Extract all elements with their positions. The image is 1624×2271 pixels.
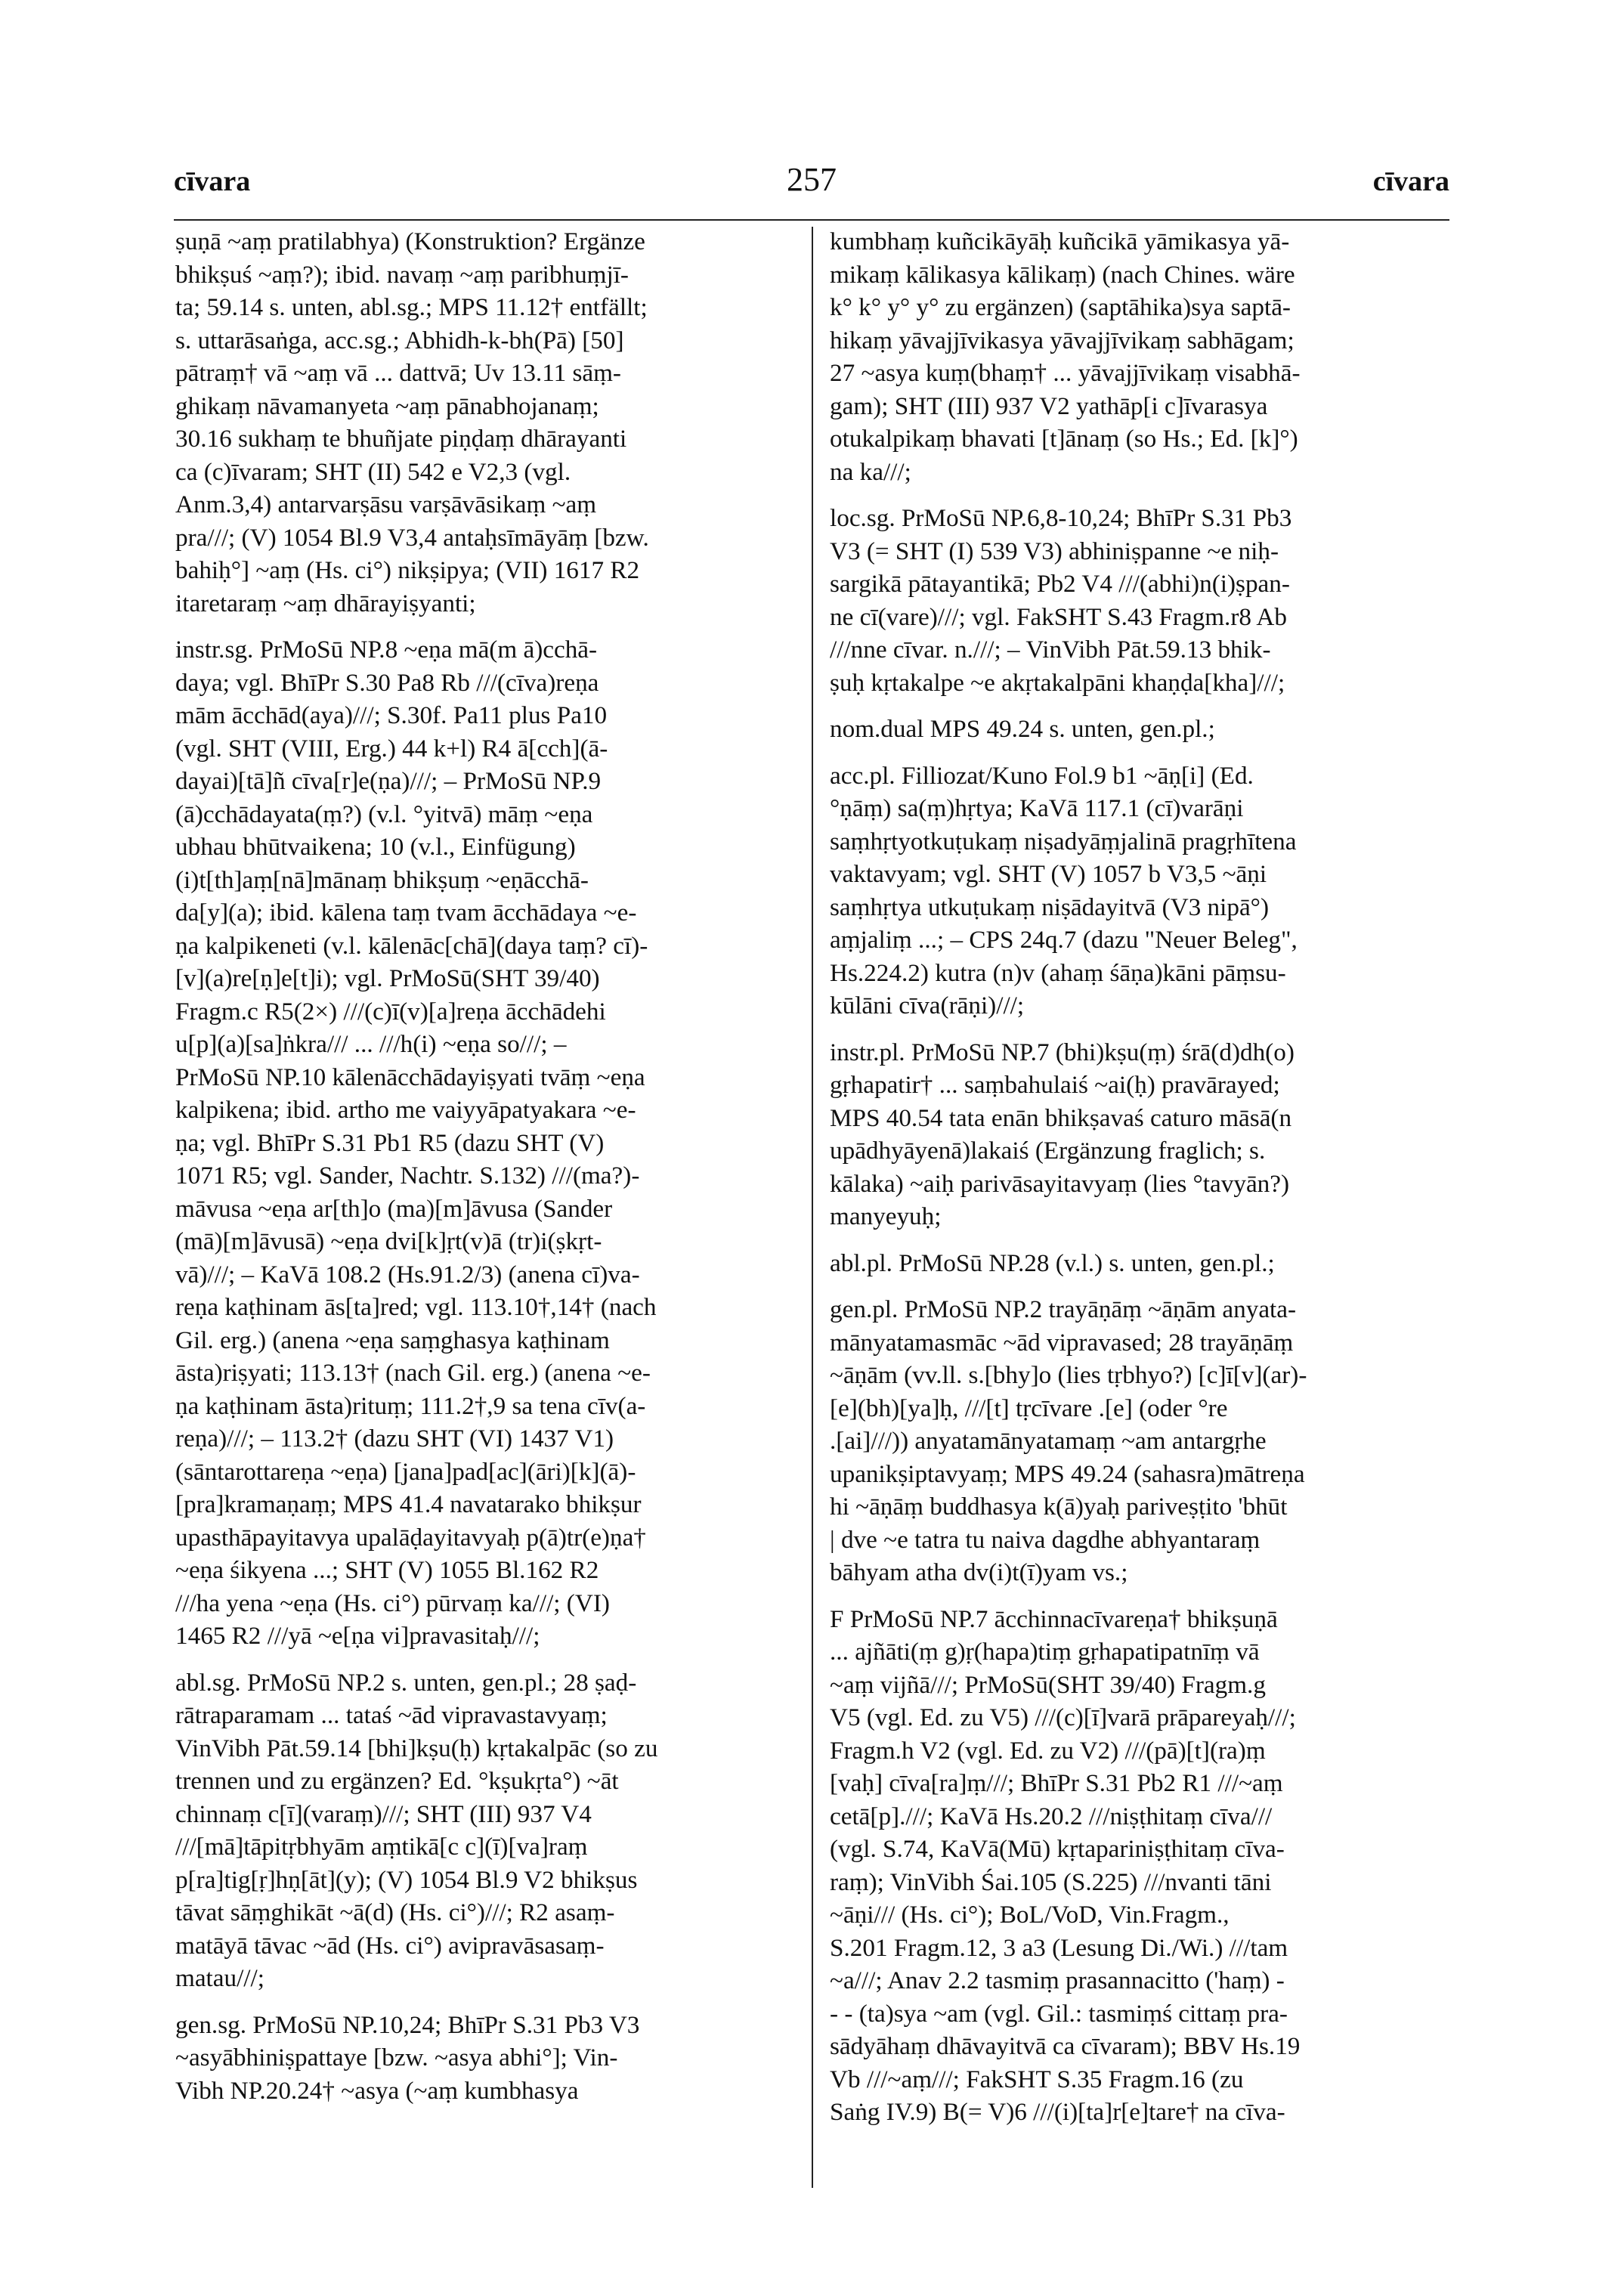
text-line: [pra]kramaṇaṃ; MPS 41.4 navatarako bhikṣur xyxy=(175,1490,642,1518)
text-line: acc.pl. Filliozat/Kuno Fol.9 b1 ~āṇ[i] (Ed. xyxy=(830,761,1254,790)
paragraph-gap xyxy=(830,699,1438,713)
text-line: matāyā tāvac ~ād (Hs. ci°) avipravāsasaṃ- xyxy=(175,1931,605,1960)
text-line: upādhyāyenā)lakaiś (Ergänzung fraglich; s. xyxy=(830,1137,1266,1165)
text-line: VinVibh Pāt.59.14 [bhi]kṣu(ḥ) kṛtakalpāc (so zu xyxy=(175,1734,658,1762)
text-line: ///nne cīvar. n.///; – VinVibh Pāt.59.13 bhik- xyxy=(830,636,1271,664)
text-line: ṣuṇā ~aṃ pratilabhya) (Konstruktion? Ergänze xyxy=(175,227,645,255)
text-line: aṃjaliṃ ...; – CPS 24q.7 (dazu "Neuer Beleg", xyxy=(830,926,1298,954)
text-line: PrMoSū NP.10 kālenācchādayiṣyati tvāṃ ~eṇa xyxy=(175,1063,645,1091)
paragraph-gap xyxy=(830,488,1438,502)
text-line: Anm.3,4) antarvarṣāsu varṣāvāsikaṃ ~aṃ xyxy=(175,490,597,518)
running-head xyxy=(174,161,1449,210)
text-line: 30.16 sukhaṃ te bhuñjate piṇḍaṃ dhārayanti xyxy=(175,425,627,453)
text-line: ///ha yena ~eṇa (Hs. ci°) pūrvaṃ ka///; (VI) xyxy=(175,1589,610,1617)
paragraph-gap xyxy=(175,1995,784,2009)
text-line: (ā)cchādayata(ṃ?) (v.l. °yitvā) māṃ ~eṇa xyxy=(175,800,593,828)
text-line: ṇa kaṭhinam āsta)rituṃ; 111.2†,9 sa tena cīv(a- xyxy=(175,1391,646,1420)
right-column xyxy=(830,225,1438,2129)
text-line: saṃhṛtyotkuṭukaṃ niṣadyāṃjalinā pragṛhītena xyxy=(830,827,1297,855)
text-line: dayai)[tā]ñ cīva[r]e(ṇa)///; – PrMoSū NP.9 xyxy=(175,767,602,795)
text-line: mānyatamasmāc ~ād vipravased; 28 trayāṇāṃ xyxy=(830,1328,1294,1357)
text-line: gam); SHT (III) 937 V2 yathāp[i c]īvarasya xyxy=(830,391,1268,420)
text-line: gen.pl. PrMoSū NP.2 trayāṇāṃ ~āṇām anyata- xyxy=(830,1295,1297,1323)
text-line: Hs.224.2) kutra (n)v (ahaṃ śāṇa)kāni pāṃsu- xyxy=(830,958,1286,987)
paragraph-gap xyxy=(830,1279,1438,1293)
text-line: kalpikena; ibid. artho me vaiyyāpatyakara ~e- xyxy=(175,1096,636,1124)
text-line: kālaka) ~aiḥ parivāsayitavyaṃ (lies °tavyān?) xyxy=(830,1169,1290,1198)
text-line: V5 (vgl. Ed. zu V5) ///(c)[ī]varā prāpareyaḥ///; xyxy=(830,1703,1296,1731)
text-line: Fragm.h V2 (vgl. Ed. zu V2) ///(pā)[t](ra)ṃ xyxy=(830,1736,1266,1765)
header-left-keyword: cīvara xyxy=(174,166,251,197)
text-line: manyeyuḥ; xyxy=(830,1202,942,1230)
paragraph-gap xyxy=(830,1589,1438,1603)
text-line: ~a///; Anav 2.2 tasmiṃ prasannacitto ('haṃ) - xyxy=(830,1966,1285,1994)
text-line: kumbhaṃ kuñcikāyāḥ kuñcikā yāmikasya yā- xyxy=(830,227,1290,255)
text-line: MPS 40.54 tata enān bhikṣavaś caturo māsā(n xyxy=(830,1103,1292,1132)
text-line: .[ai]///)) anyatamānyatamaṃ ~am antargṛhe xyxy=(830,1427,1267,1455)
text-line: bhikṣuś ~aṃ?); ibid. navaṃ ~aṃ paribhuṃjī- xyxy=(175,260,629,289)
text-line: S.201 Fragm.12, 3 a3 (Lesung Di./Wi.) ///tam xyxy=(830,1933,1288,1962)
paragraph-gap xyxy=(830,1023,1438,1036)
text-line: āsta)riṣyati; 113.13† (nach Gil. erg.) (anena ~e- xyxy=(175,1359,651,1387)
header-rule xyxy=(174,219,1449,221)
text-line: p[ra]tig[ṛ]hṇ[āt](y); (V) 1054 Bl.9 V2 bhikṣus xyxy=(175,1865,638,1894)
text-line: tāvat sāṃghikāt ~ā(d) (Hs. ci°)///; R2 asaṃ- xyxy=(175,1898,615,1926)
text-line: cetā[p].///; KaVā Hs.20.2 ///niṣṭhitaṃ cīva/// xyxy=(830,1802,1273,1830)
text-line: s. uttarāsaṅga, acc.sg.; Abhidh-k-bh(Pā) [50] xyxy=(175,326,624,354)
text-line: [v](a)re[ṇ]e[t]i); vgl. PrMoSū(SHT 39/40) xyxy=(175,964,600,992)
text-line: ne cī(vare)///; vgl. FakSHT S.43 Fragm.r8 Ab xyxy=(830,602,1287,631)
text-line: abl.pl. PrMoSū NP.28 (v.l.) s. unten, gen.pl.; xyxy=(830,1248,1275,1277)
paragraph-gap xyxy=(175,1653,784,1666)
text-line: loc.sg. PrMoSū NP.6,8-10,24; BhīPr S.31 Pb3 xyxy=(830,504,1292,532)
text-line: kūlāni cīva(rāṇi)///; xyxy=(830,992,1025,1019)
text-line: °ṇāṃ) sa(ṃ)hṛtya; KaVā 117.1 (cī)varāṇi xyxy=(830,794,1244,822)
text-line: māvusa ~eṇa ar[th]o (ma)[m]āvusa (Sander xyxy=(175,1194,613,1223)
text-line: raṃ); VinVibh Śai.105 (S.225) ///nvanti tāni xyxy=(830,1867,1272,1896)
text-line: sādyāhaṃ dhāvayitvā ca cīvaram); BBV Hs.19 xyxy=(830,2032,1301,2060)
text-line: (i)t[th]aṃ[nā]mānaṃ bhikṣuṃ ~eṇācchā- xyxy=(175,865,589,894)
text-line: F PrMoSū NP.7 ācchinnacīvareṇa† bhikṣuṇā xyxy=(830,1604,1278,1633)
text-line: bāhyam atha dv(i)t(ī)yam vs.; xyxy=(830,1558,1128,1586)
paragraph-gap xyxy=(830,1233,1438,1247)
text-line: reṇa kaṭhinam ās[ta]red; vgl. 113.10†,14† (nach xyxy=(175,1293,657,1321)
text-line: ///[mā]tāpitṛbhyām aṃtikā[c c](ī)[va]raṃ xyxy=(175,1833,588,1861)
text-line: Vb ///~aṃ///; FakSHT S.35 Fragm.16 (zu xyxy=(830,2065,1244,2093)
text-line: ca (c)īvaram; SHT (II) 542 e V2,3 (vgl. xyxy=(175,457,571,486)
text-line: reṇa)///; – 113.2† (dazu SHT (VI) 1437 V1) xyxy=(175,1425,614,1453)
text-line: instr.pl. PrMoSū NP.7 (bhi)kṣu(ṃ) śrā(d)dh(o) xyxy=(830,1038,1295,1066)
text-line: ghikaṃ nāvamanyeta ~aṃ pānabhojanaṃ; xyxy=(175,391,599,420)
text-line: otukalpikaṃ bhavati [t]ānaṃ (so Hs.; Ed. [k]°) xyxy=(830,425,1298,453)
text-line: ~eṇa śikyena ...; SHT (V) 1055 Bl.162 R2 xyxy=(175,1556,599,1584)
text-line: pra///; (V) 1054 Bl.9 V3,4 antaḥsīmāyāṃ [bzw. xyxy=(175,523,649,552)
text-line: k° k° y° y° zu ergänzen) (saptāhika)sya saptā- xyxy=(830,293,1291,321)
text-line: daya; vgl. BhīPr S.30 Pa8 Rb ///(cīva)reṇa xyxy=(175,668,599,697)
text-line: (vgl. S.74, KaVā(Mū) kṛtapariniṣṭhitaṃ cīva- xyxy=(830,1835,1285,1863)
text-line: Fragm.c R5(2×) ///(c)ī(v)[a]reṇa ācchādehi xyxy=(175,997,606,1026)
text-line: ṇa kalpikeneti (v.l. kālenāc[chā](daya taṃ? cī)- xyxy=(175,931,648,960)
text-line: (sāntarottareṇa ~eṇa) [jana]pad[ac](āri)[k](ā)- xyxy=(175,1457,636,1486)
text-line: | dve ~e tatra tu naiva dagdhe abhyantaraṃ xyxy=(830,1525,1261,1554)
column-divider xyxy=(812,227,813,2188)
text-line: (mā)[m]āvusā) ~eṇa dvi[k]ṛt(v)ā (tr)i(ṣkṛt- xyxy=(175,1227,602,1255)
text-line: ~āṇi/// (Hs. ci°); BoL/VoD, Vin.Fragm., xyxy=(830,1901,1230,1929)
text-line: trennen und zu ergänzen? Ed. °kṣukṛta°) ~āt xyxy=(175,1767,619,1795)
text-line: (vgl. SHT (VIII, Erg.) 44 k+l) R4 ā[cch](ā- xyxy=(175,734,608,763)
header-right-keyword: cīvara xyxy=(1372,166,1449,197)
text-line: ṇa; vgl. BhīPr S.31 Pb1 R5 (dazu SHT (V) xyxy=(175,1128,605,1157)
text-line: upasthāpayitavya upalāḍayitavyaḥ p(ā)tr(e)ṇa† xyxy=(175,1523,646,1552)
text-line: ṣuḥ kṛtakalpe ~e akṛtakalpāni khaṇḍa[kha]///; xyxy=(830,668,1285,697)
text-line: chinnaṃ c[ī](varaṃ)///; SHT (III) 937 V4 xyxy=(175,1799,592,1828)
text-line: abl.sg. PrMoSū NP.2 s. unten, gen.pl.; 28 ṣaḍ- xyxy=(175,1668,637,1697)
text-line: hikaṃ yāvajjīvikasya yāvajjīvikaṃ sabhāgam; xyxy=(830,326,1295,354)
left-column xyxy=(175,225,784,2107)
text-line: upanikṣiptavyaṃ; MPS 49.24 (sahasra)mātreṇa xyxy=(830,1459,1305,1488)
text-line: ~aṃ vijñā///; PrMoSū(SHT 39/40) Fragm.g xyxy=(830,1670,1266,1699)
text-line: 27 ~asya kuṃ(bhaṃ† ... yāvajjīvikaṃ visabhā- xyxy=(830,359,1301,387)
text-line: gen.sg. PrMoSū NP.10,24; BhīPr S.31 Pb3 V3 xyxy=(175,2010,640,2039)
text-line: vā)///; – KaVā 108.2 (Hs.91.2/3) (anena cī)va- xyxy=(175,1260,640,1289)
text-line: vaktavyam; vgl. SHT (V) 1057 b V3,5 ~āṇi xyxy=(830,860,1267,888)
text-line: rātraparamam ... tataś ~ād vipravastavyaṃ; xyxy=(175,1701,608,1729)
text-line: na ka///; xyxy=(830,457,911,486)
text-line: [vaḥ] cīva[ra]ṃ///; BhīPr S.31 Pb2 R1 ///~aṃ xyxy=(830,1769,1283,1797)
text-line: - - (ta)sya ~am (vgl. Gil.: tasmiṃś cittaṃ pra- xyxy=(830,1999,1288,2028)
text-line: mikaṃ kālikasya kālikaṃ) (nach Chines. wäre xyxy=(830,260,1295,289)
paragraph-gap xyxy=(830,746,1438,760)
text-line: [e](bh)[ya]ḥ, ///[t] tṛcīvare .[e] (oder °re xyxy=(830,1394,1228,1422)
text-line: Saṅg IV.9) B(= V)6 ///(i)[ta]r[e]tare† na cīva- xyxy=(830,2098,1285,2126)
text-line: sargikā pātayantikā; Pb2 V4 ///(abhi)n(i)ṣpan- xyxy=(830,570,1290,598)
text-line: gṛhapatir† ... saṃbahulaiś ~ai(ḥ) pravārayed; xyxy=(830,1071,1280,1099)
text-line: nom.dual MPS 49.24 s. unten, gen.pl.; xyxy=(830,715,1215,743)
text-line: mām ācchād(aya)///; S.30f. Pa11 plus Pa10 xyxy=(175,701,608,729)
text-line: ~asyābhiniṣpattaye [bzw. ~asya abhi°]; Vin- xyxy=(175,2044,618,2071)
paragraph-gap xyxy=(175,620,784,633)
text-line: ... ajñāti(ṃ g)ṛ(hapa)tiṃ gṛhapatipatnīṃ vā xyxy=(830,1638,1260,1666)
text-line: V3 (= SHT (I) 539 V3) abhiniṣpanne ~e niḥ- xyxy=(830,537,1279,565)
text-line: saṃhṛtya utkuṭukaṃ niṣādayitvā (V3 nipā°) xyxy=(830,893,1270,921)
text-line: 1071 R5; vgl. Sander, Nachtr. S.132) ///(ma?)- xyxy=(175,1162,640,1190)
text-line: itaretaraṃ ~aṃ dhārayiṣyanti; xyxy=(175,589,476,617)
text-line: instr.sg. PrMoSū NP.8 ~eṇa mā(m ā)cchā- xyxy=(175,636,598,664)
text-line: u[p](a)[sa]ṅkra/// ... ///h(i) ~eṇa so///; – xyxy=(175,1030,567,1058)
text-line: bahiḥ°] ~aṃ (Hs. ci°) nikṣipya; (VII) 1617 R2 xyxy=(175,556,640,584)
text-line: hi ~āṇāṃ buddhasya k(ā)yaḥ pariveṣṭito 'bhūt xyxy=(830,1493,1288,1521)
text-line: ~āṇām (vv.ll. s.[bhy]o (lies tṛbhyo?) [c]ī[v](ar)- xyxy=(830,1361,1307,1389)
page-number: 257 xyxy=(787,161,837,198)
text-line: pātraṃ† vā ~aṃ vā ... dattvā; Uv 13.11 sāṃ- xyxy=(175,359,621,387)
text-line: Vibh NP.20.24† ~asya (~aṃ kumbhasya xyxy=(175,2076,579,2105)
text-line: ta; 59.14 s. unten, abl.sg.; MPS 11.12† entfällt; xyxy=(175,293,648,321)
text-line: Gil. erg.) (anena ~eṇa saṃghasya kaṭhinam xyxy=(175,1326,610,1354)
text-line: 1465 R2 ///yā ~e[ṇa vi]pravasitaḥ///; xyxy=(175,1622,540,1650)
text-line: ubhau bhūtvaikena; 10 (v.l., Einfügung) xyxy=(175,833,576,861)
text-line: da[y](a); ibid. kālena taṃ tvam ācchādaya ~e- xyxy=(175,899,637,927)
text-line: matau///; xyxy=(175,1964,264,1992)
